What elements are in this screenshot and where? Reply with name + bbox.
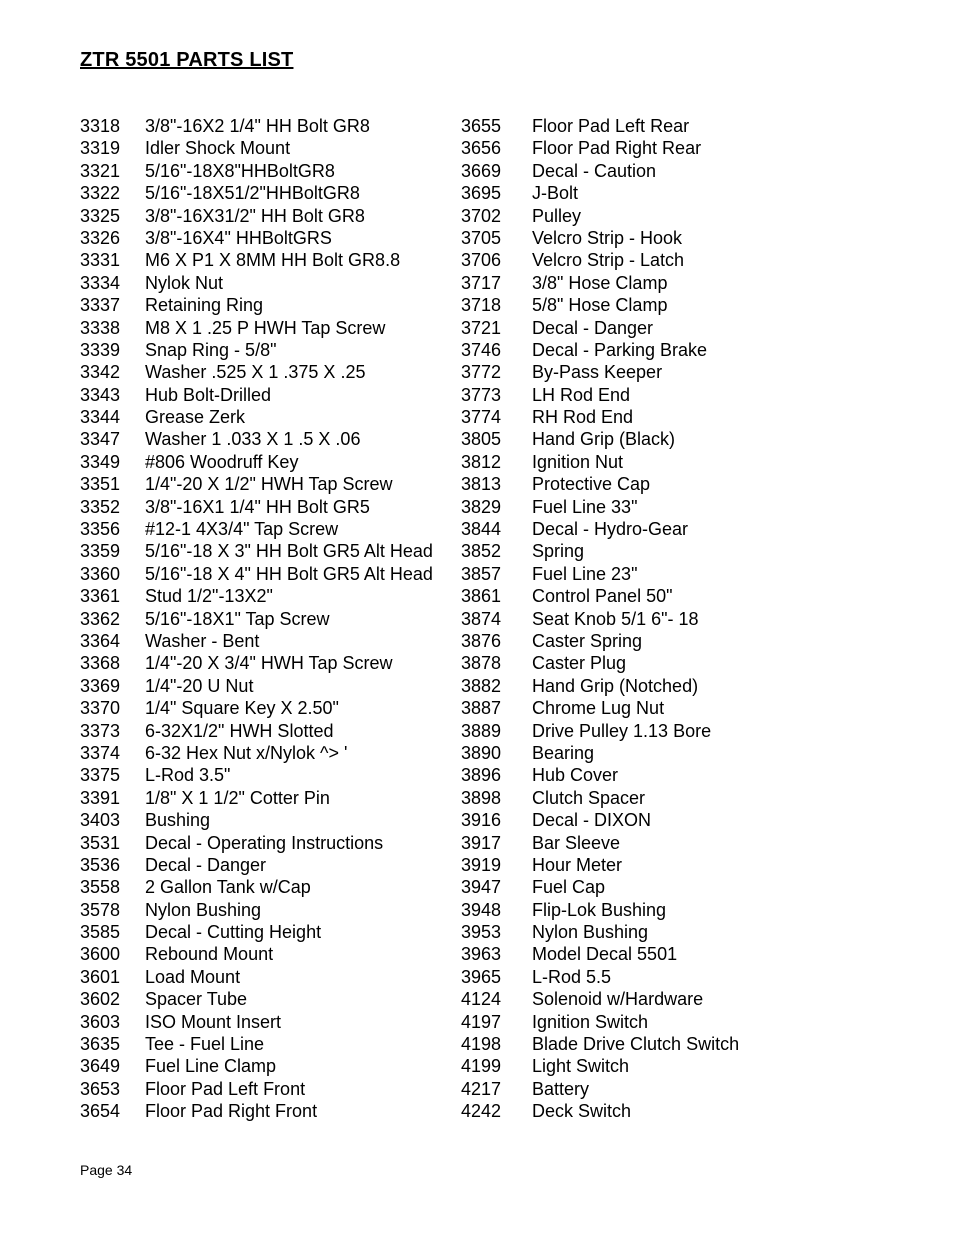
part-row	[80, 182, 450, 204]
part-description: Pulley	[532, 205, 582, 226]
part-description: 5/16"-18 X 3" HH Bolt GR5 Alt Head	[145, 541, 433, 562]
part-number: 3852	[461, 541, 502, 562]
part-description: Decal - Parking Brake	[532, 339, 708, 360]
part-row	[461, 787, 861, 809]
part-row	[80, 249, 450, 271]
part-row	[461, 384, 861, 406]
part-number: 3812	[461, 451, 502, 472]
part-description: 2 Gallon Tank w/Cap	[145, 877, 311, 898]
part-number: 3889	[461, 720, 502, 741]
part-number: 3338	[80, 317, 121, 338]
part-row	[461, 473, 861, 495]
part-number: 3702	[461, 205, 502, 226]
part-row	[461, 205, 861, 227]
part-description: Decal - Danger	[145, 854, 267, 875]
part-number: 3356	[80, 519, 121, 540]
part-description: Hub Cover	[532, 765, 619, 786]
part-description: 6-32 Hex Nut x/Nylok ^> '	[145, 742, 348, 763]
part-description: Floor Pad Right Front	[145, 1101, 318, 1122]
part-row	[80, 652, 450, 674]
part-description: #806 Woodruff Key	[145, 451, 299, 472]
part-description: Flip-Lok Bushing	[532, 899, 667, 920]
part-number: 3947	[461, 877, 502, 898]
part-description: Bearing	[532, 742, 595, 763]
part-number: 3601	[80, 966, 121, 987]
part-row	[80, 899, 450, 921]
part-row	[461, 832, 861, 854]
part-row	[80, 966, 450, 988]
part-row	[461, 137, 861, 159]
part-row	[80, 809, 450, 831]
part-description: 1/4" Square Key X 2.50"	[145, 698, 339, 719]
part-description: Control Panel 50"	[532, 586, 673, 607]
part-description: Idler Shock Mount	[145, 138, 291, 159]
part-row	[80, 406, 450, 428]
part-number: 3558	[80, 877, 121, 898]
part-number: 3578	[80, 899, 121, 920]
part-row	[461, 720, 861, 742]
part-row	[80, 496, 450, 518]
part-number: 3874	[461, 608, 502, 629]
part-number: 3717	[461, 272, 502, 293]
part-row	[461, 1033, 861, 1055]
part-description: Retaining Ring	[145, 295, 264, 316]
page-number: Page 34	[80, 1162, 133, 1178]
part-number: 3369	[80, 675, 121, 696]
part-description: Floor Pad Left Rear	[532, 116, 690, 136]
part-description: 3/8"-16X1 1/4" HH Bolt GR5	[145, 496, 370, 517]
part-number: 3635	[80, 1034, 121, 1055]
part-number: 3772	[461, 362, 502, 383]
part-number: 3653	[80, 1078, 121, 1099]
part-row	[80, 720, 450, 742]
part-number: 3351	[80, 474, 121, 495]
part-number: 3364	[80, 630, 121, 651]
part-description: 3/8"-16X31/2" HH Bolt GR8	[145, 205, 365, 226]
part-row	[80, 272, 450, 294]
part-row	[461, 988, 861, 1010]
part-description: Hub Bolt-Drilled	[145, 384, 272, 405]
part-row	[461, 339, 861, 361]
part-row	[461, 1100, 861, 1122]
part-row	[80, 361, 450, 383]
part-row	[461, 249, 861, 271]
part-row	[461, 1055, 861, 1077]
part-number: 3374	[80, 742, 121, 763]
part-number: 3898	[461, 787, 502, 808]
part-description: Ignition Nut	[532, 451, 624, 472]
part-number: 3331	[80, 250, 121, 271]
part-description: Floor Pad Right Rear	[532, 138, 702, 159]
part-number: 3896	[461, 765, 502, 786]
part-number: 3326	[80, 227, 121, 248]
part-description: Snap Ring - 5/8"	[145, 339, 277, 360]
part-number: 3334	[80, 272, 121, 293]
part-number: 3391	[80, 787, 121, 808]
part-row	[80, 384, 450, 406]
part-row	[80, 675, 450, 697]
part-description: 3/8"-16X2 1/4" HH Bolt GR8	[145, 116, 370, 136]
part-row	[461, 966, 861, 988]
part-description: Fuel Line 33"	[532, 496, 638, 517]
part-description: 6-32X1/2" HWH Slotted	[145, 720, 334, 741]
part-row	[80, 854, 450, 876]
part-row	[461, 608, 861, 630]
part-number: 3774	[461, 407, 502, 428]
part-description: Seat Knob 5/1 6"- 18	[532, 608, 699, 629]
part-row	[80, 294, 450, 316]
part-row	[461, 675, 861, 697]
part-description: Drive Pulley 1.13 Bore	[532, 720, 712, 741]
part-description: Caster Spring	[532, 630, 643, 651]
part-number: 3322	[80, 183, 121, 204]
part-row	[461, 899, 861, 921]
part-description: 5/16"-18X51/2"HHBoltGR8	[145, 183, 360, 204]
part-row	[461, 496, 861, 518]
part-row	[80, 630, 450, 652]
part-number: 3343	[80, 384, 121, 405]
part-row	[461, 518, 861, 540]
part-description: 5/16"-18X8"HHBoltGR8	[145, 160, 335, 181]
part-description: Model Decal 5501	[532, 944, 678, 965]
part-number: 3654	[80, 1101, 121, 1122]
part-description: Load Mount	[145, 966, 241, 987]
part-description: Velcro Strip - Latch	[532, 250, 685, 271]
part-row	[80, 451, 450, 473]
part-description: 1/4"-20 U Nut	[145, 675, 254, 696]
part-number: 3887	[461, 698, 502, 719]
part-description: Protective Cap	[532, 474, 651, 495]
part-row	[80, 137, 450, 159]
part-number: 3325	[80, 205, 121, 226]
part-row	[461, 742, 861, 764]
part-row	[461, 182, 861, 204]
part-number: 3649	[80, 1056, 121, 1077]
part-number: 3876	[461, 630, 502, 651]
part-row	[80, 1011, 450, 1033]
part-number: 3349	[80, 451, 121, 472]
part-number: 3370	[80, 698, 121, 719]
part-number: 3718	[461, 295, 502, 316]
part-number: 3705	[461, 227, 502, 248]
part-row	[461, 652, 861, 674]
part-description: Deck Switch	[532, 1101, 632, 1122]
part-description: #12-1 4X3/4" Tap Screw	[145, 519, 339, 540]
part-description: L-Rod 3.5"	[145, 765, 231, 786]
part-description: Solenoid w/Hardware	[532, 989, 704, 1010]
part-row	[80, 787, 450, 809]
part-description: RH Rod End	[532, 407, 634, 428]
part-row	[80, 832, 450, 854]
part-row	[461, 764, 861, 786]
part-description: 5/16"-18 X 4" HH Bolt GR5 Alt Head	[145, 563, 433, 584]
part-description: Fuel Line 23"	[532, 563, 638, 584]
part-number: 3359	[80, 541, 121, 562]
part-row	[80, 608, 450, 630]
part-row	[80, 1078, 450, 1100]
part-row	[461, 227, 861, 249]
part-number: 3695	[461, 183, 502, 204]
part-description: 1/4"-20 X 1/2" HWH Tap Screw	[145, 474, 393, 495]
part-number: 3655	[461, 116, 502, 136]
part-description: Fuel Line Clamp	[145, 1056, 277, 1077]
part-description: Decal - Caution	[532, 160, 657, 181]
part-number: 3347	[80, 429, 121, 450]
part-description: Bar Sleeve	[532, 832, 621, 853]
part-description: By-Pass Keeper	[532, 362, 663, 383]
part-row	[80, 317, 450, 339]
part-number: 3948	[461, 899, 502, 920]
part-number: 3861	[461, 586, 502, 607]
parts-list-left-column	[80, 115, 450, 1123]
part-description: Spacer Tube	[145, 989, 248, 1010]
part-row	[461, 294, 861, 316]
part-description: Decal - Hydro-Gear	[532, 519, 689, 540]
part-number: 3352	[80, 496, 121, 517]
part-number: 3319	[80, 138, 121, 159]
part-row	[461, 921, 861, 943]
part-description: 1/8" X 1 1/2" Cotter Pin	[145, 787, 330, 808]
part-number: 3536	[80, 854, 121, 875]
part-number: 3339	[80, 339, 121, 360]
part-row	[461, 585, 861, 607]
part-description: Caster Plug	[532, 653, 627, 674]
parts-list-right-column	[461, 115, 861, 1123]
part-number: 3603	[80, 1011, 121, 1032]
part-row	[80, 585, 450, 607]
part-number: 4242	[461, 1101, 502, 1122]
part-number: 3403	[80, 810, 121, 831]
part-number: 3585	[80, 922, 121, 943]
part-number: 3844	[461, 519, 502, 540]
part-row	[461, 428, 861, 450]
part-row	[461, 876, 861, 898]
part-description: 1/4"-20 X 3/4" HWH Tap Screw	[145, 653, 393, 674]
part-row	[461, 1011, 861, 1033]
part-number: 3600	[80, 944, 121, 965]
part-description: Nylon Bushing	[145, 899, 262, 920]
part-row	[80, 921, 450, 943]
part-description: Hand Grip (Notched)	[532, 675, 699, 696]
part-number: 3373	[80, 720, 121, 741]
part-number: 4199	[461, 1056, 502, 1077]
part-number: 3878	[461, 653, 502, 674]
part-description: Clutch Spacer	[532, 787, 646, 808]
part-number: 3953	[461, 922, 502, 943]
part-number: 3602	[80, 989, 121, 1010]
part-description: Chrome Lug Nut	[532, 698, 665, 719]
part-description: Decal - Danger	[532, 317, 654, 338]
part-number: 3531	[80, 832, 121, 853]
part-row	[80, 988, 450, 1010]
part-description: 5/16"-18X1" Tap Screw	[145, 608, 330, 629]
part-description: Decal - Cutting Height	[145, 922, 322, 943]
part-number: 3321	[80, 160, 121, 181]
part-row	[461, 272, 861, 294]
part-row	[461, 361, 861, 383]
part-row	[80, 205, 450, 227]
part-number: 3368	[80, 653, 121, 674]
part-number: 3917	[461, 832, 502, 853]
part-number: 4124	[461, 989, 502, 1010]
part-row	[80, 473, 450, 495]
part-number: 3721	[461, 317, 502, 338]
part-description: Decal - DIXON	[532, 810, 652, 831]
part-description: ISO Mount Insert	[145, 1011, 282, 1032]
part-number: 3362	[80, 608, 121, 629]
part-row	[461, 317, 861, 339]
part-row	[80, 876, 450, 898]
part-row	[80, 943, 450, 965]
part-row	[80, 1100, 450, 1122]
part-number: 3857	[461, 563, 502, 584]
part-description: Ignition Switch	[532, 1011, 649, 1032]
part-number: 3773	[461, 384, 502, 405]
part-description: Floor Pad Left Front	[145, 1078, 306, 1099]
part-description: Nylon Bushing	[532, 922, 649, 943]
part-row	[80, 1033, 450, 1055]
part-description: Decal - Operating Instructions	[145, 832, 384, 853]
part-number: 3746	[461, 339, 502, 360]
part-row	[80, 160, 450, 182]
part-row	[80, 518, 450, 540]
part-number: 3318	[80, 116, 121, 136]
part-number: 3344	[80, 407, 121, 428]
page-title: ZTR 5501 PARTS LIST	[80, 49, 294, 71]
part-row	[80, 742, 450, 764]
part-row	[461, 1078, 861, 1100]
part-description: M6 X P1 X 8MM HH Bolt GR8.8	[145, 250, 401, 271]
part-number: 3813	[461, 474, 502, 495]
part-number: 4217	[461, 1078, 502, 1099]
part-row	[461, 697, 861, 719]
part-row	[80, 697, 450, 719]
part-number: 3361	[80, 586, 121, 607]
part-row	[80, 339, 450, 361]
part-row	[461, 160, 861, 182]
part-row	[461, 406, 861, 428]
part-description: LH Rod End	[532, 384, 631, 405]
part-number: 4197	[461, 1011, 502, 1032]
part-number: 3805	[461, 429, 502, 450]
part-row	[461, 943, 861, 965]
part-row	[461, 115, 861, 137]
part-number: 3706	[461, 250, 502, 271]
part-description: Fuel Cap	[532, 877, 606, 898]
part-number: 3965	[461, 966, 502, 987]
part-row	[80, 227, 450, 249]
part-row	[461, 809, 861, 831]
part-description: Hand Grip (Black)	[532, 429, 676, 450]
part-row	[461, 630, 861, 652]
part-description: J-Bolt	[532, 183, 579, 204]
part-description: Washer .525 X 1 .375 X .25	[145, 362, 366, 383]
part-number: 3360	[80, 563, 121, 584]
part-description: Velcro Strip - Hook	[532, 227, 683, 248]
part-number: 3890	[461, 742, 502, 763]
part-description: Grease Zerk	[145, 407, 246, 428]
part-description: 5/8" Hose Clamp	[532, 295, 668, 316]
part-description: Blade Drive Clutch Switch	[532, 1034, 740, 1055]
part-description: Spring	[532, 541, 585, 562]
part-number: 3829	[461, 496, 502, 517]
part-row	[80, 540, 450, 562]
part-number: 3882	[461, 675, 502, 696]
part-row	[461, 451, 861, 473]
part-description: 3/8"-16X4" HHBoltGRS	[145, 227, 332, 248]
part-row	[80, 428, 450, 450]
part-number: 4198	[461, 1034, 502, 1055]
part-row	[461, 540, 861, 562]
part-description: Tee - Fuel Line	[145, 1034, 265, 1055]
part-row	[80, 764, 450, 786]
part-description: Nylok Nut	[145, 272, 224, 293]
part-description: Rebound Mount	[145, 944, 274, 965]
part-number: 3669	[461, 160, 502, 181]
part-description: Hour Meter	[532, 854, 623, 875]
part-description: Washer 1 .033 X 1 .5 X .06	[145, 429, 361, 450]
part-number: 3375	[80, 765, 121, 786]
part-number: 3963	[461, 944, 502, 965]
part-description: Washer - Bent	[145, 630, 260, 651]
part-number: 3916	[461, 810, 502, 831]
part-number: 3656	[461, 138, 502, 159]
part-row	[80, 1055, 450, 1077]
part-row	[461, 563, 861, 585]
part-description: M8 X 1 .25 P HWH Tap Screw	[145, 317, 386, 338]
part-number: 3337	[80, 295, 121, 316]
part-row	[80, 115, 450, 137]
part-row	[80, 563, 450, 585]
part-description: Bushing	[145, 810, 211, 831]
part-description: Stud 1/2"-13X2"	[145, 586, 273, 607]
part-description: L-Rod 5.5	[532, 966, 612, 987]
part-description: 3/8" Hose Clamp	[532, 272, 668, 293]
part-description: Light Switch	[532, 1056, 630, 1077]
part-number: 3919	[461, 854, 502, 875]
part-description: Battery	[532, 1078, 590, 1099]
part-row	[461, 854, 861, 876]
part-number: 3342	[80, 362, 121, 383]
